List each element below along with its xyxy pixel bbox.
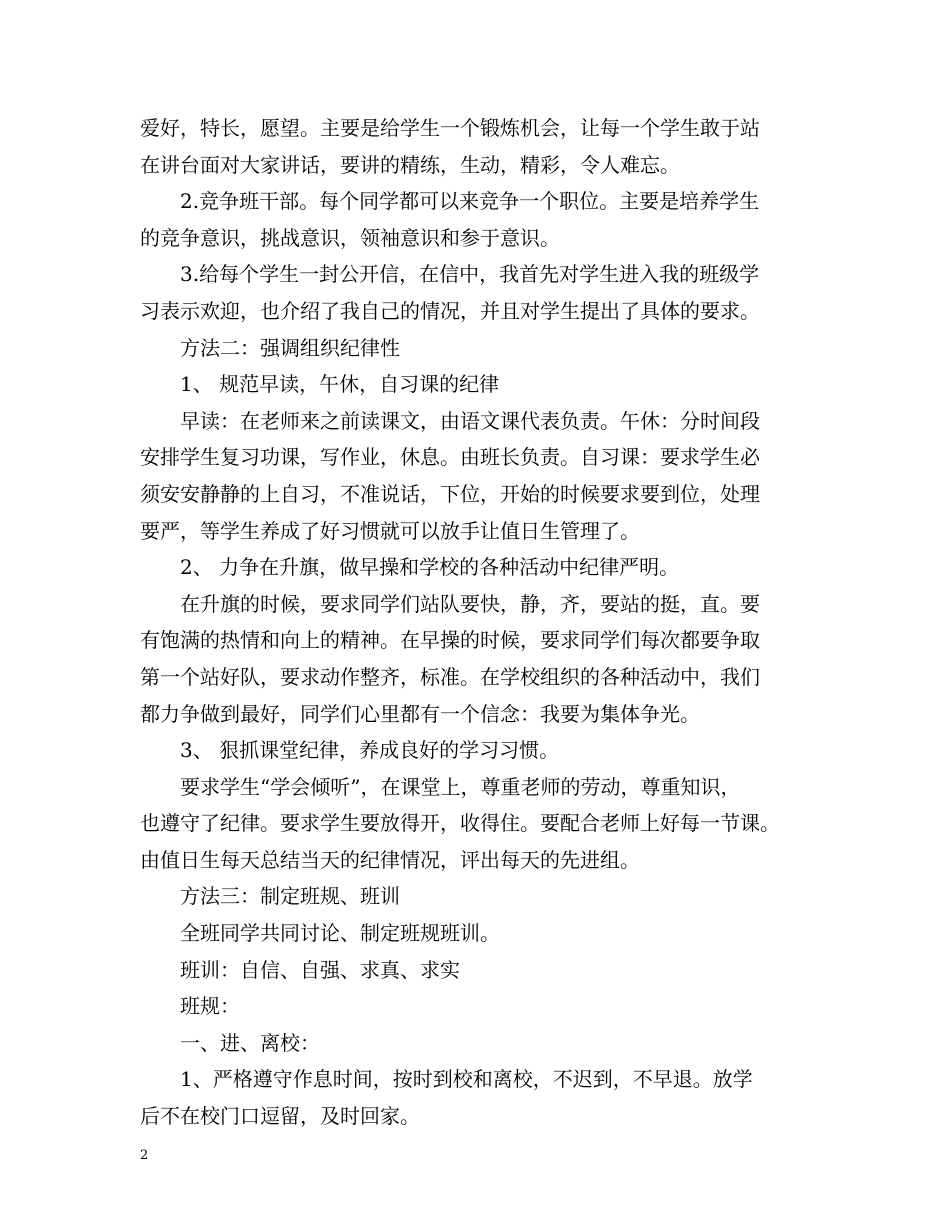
text-line-6: 习表示欢迎，也介绍了我自己的情况，并且对学生提出了具体的要求。 [140,298,760,323]
text-line-4: 的竞争意识，挑战意识，领袖意识和参于意识。 [140,225,560,250]
subheading-item-3: 3、 狠抓课堂纪律，养成良好的学习习惯。 [180,738,560,763]
text-line-16: 第一个站好队，要求动作整齐，标准。在学校组织的各种活动中，我们 [140,664,760,689]
text-line-5: 3.给每个学生一封公开信，在信中，我首先对学生进入我的班级学 [180,262,760,287]
document-body [140,110,840,1135]
text-line-11: 须安安静静的上自习，不准说话，下位，开始的时候要求要到位，处理 [140,481,760,506]
text-line-17: 都力争做到最好，同学们心里都有一个信念：我要为集体争光。 [140,701,700,726]
text-line-12: 要严，等学生养成了好习惯就可以放手让值日生管理了。 [140,518,640,543]
subheading-item-1: 1、 规范早读，午休，自习课的纪律 [180,372,500,397]
page-number: 2 [140,1148,149,1163]
rule-section-heading: 一、进、离校： [180,1030,320,1055]
class-motto: 班训：自信、自强、求真、求实 [180,957,460,982]
section-heading-method-three: 方法三：制定班规、班训 [180,884,400,909]
text-line-15: 有饱满的热情和向上的精神。在早操的时候，要求同学们每次都要争取 [140,628,760,653]
class-rules-heading: 班规： [180,994,240,1019]
text-line-3: 2.竞争班干部。每个同学都可以来竞争一个职位。主要是培养学生 [180,189,760,214]
text-line-28: 后不在校门口逗留，及时回家。 [140,1104,420,1129]
text-line-23: 全班同学共同讨论、制定班规班训。 [180,921,500,946]
text-line-27: 1、严格遵守作息时间，按时到校和离校，不迟到，不早退。放学 [180,1067,753,1092]
section-heading-method-two: 方法二：强调组织纪律性 [180,335,400,360]
subheading-item-2: 2、 力争在升旗，做早操和学校的各种活动中纪律严明。 [180,555,680,580]
text-line-19: 要求学生“学会倾听”，在课堂上，尊重老师的劳动，尊重知识， [180,774,741,799]
text-line-14: 在升旗的时候，要求同学们站队要快，静，齐，要站的挺，直。要 [180,591,760,616]
text-line-1: 爱好，特长，愿望。主要是给学生一个锻炼机会，让每一个学生敢于站 [140,116,760,140]
text-line-9: 早读：在老师来之前读课文，由语文课代表负责。午休：分时间段 [180,408,760,433]
text-line-10: 安排学生复习功课，写作业，休息。由班长负责。自习课：要求学生必 [140,445,760,470]
text-line-21: 由值日生每天总结当天的纪律情况，评出每天的先进组。 [140,847,640,872]
text-line-20: 也遵守了纪律。要求学生要放得开，收得住。要配合老师上好每一节课。 [140,811,780,836]
text-line-2: 在讲台面对大家讲话，要讲的精练，生动，精彩，令人难忘。 [140,152,680,177]
